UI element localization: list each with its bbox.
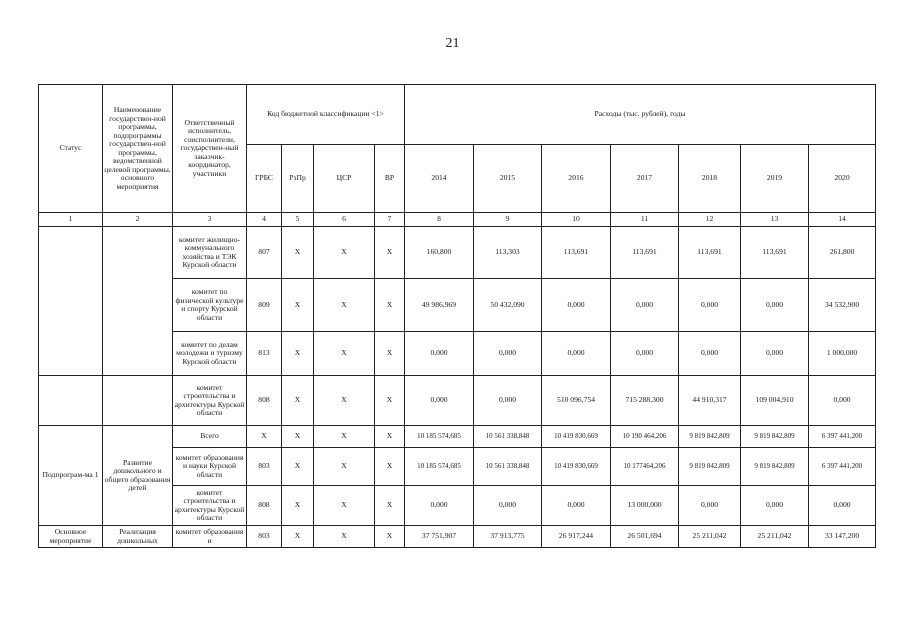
expense-value: 13 000,000 (611, 486, 679, 526)
expense-value: 25 211,042 (741, 526, 809, 548)
status-cell (39, 227, 103, 376)
program-name-cell (103, 376, 173, 426)
expense-value: 0,000 (809, 376, 876, 426)
header-grbs: ГРБС (247, 145, 282, 213)
expense-value: 0,000 (741, 279, 809, 332)
header-vr: ВР (375, 145, 405, 213)
column-number: 9 (474, 213, 542, 227)
executor-cell: комитет образования и (173, 526, 247, 548)
header-status: Статус (39, 85, 103, 213)
table-row (39, 426, 876, 448)
rzpr-cell: X (282, 526, 314, 548)
expense-value: 113,691 (741, 227, 809, 279)
expense-value: 9 819 842,809 (741, 426, 809, 448)
vr-cell: X (375, 526, 405, 548)
header-year: 2018 (679, 145, 741, 213)
expense-value: 1 000,000 (809, 332, 876, 376)
expense-value: 0,000 (809, 486, 876, 526)
grbs-cell: 807 (247, 227, 282, 279)
header-csr: ЦСР (314, 145, 375, 213)
expense-value: 109 004,910 (741, 376, 809, 426)
header-year: 2014 (405, 145, 474, 213)
table-row (39, 526, 876, 548)
expense-value: 113,691 (611, 227, 679, 279)
expense-value: 26 501,694 (611, 526, 679, 548)
expense-value: 9 819 842,809 (741, 448, 809, 486)
rzpr-cell: X (282, 227, 314, 279)
expense-value: 113,691 (542, 227, 611, 279)
executor-cell: комитет по физической культуре и спорту Курской области (173, 279, 247, 332)
status-cell: Подпрограм-ма 1 (39, 426, 103, 526)
rzpr-cell: X (282, 448, 314, 486)
expense-value: 49 986,969 (405, 279, 474, 332)
expense-value: 113,303 (474, 227, 542, 279)
rzpr-cell: X (282, 486, 314, 526)
expense-value: 6 397 441,200 (809, 448, 876, 486)
rzpr-cell: X (282, 426, 314, 448)
column-number: 6 (314, 213, 375, 227)
expense-value: 33 147,200 (809, 526, 876, 548)
expense-value: 0,000 (405, 486, 474, 526)
expense-value: 34 532,900 (809, 279, 876, 332)
expense-value: 50 432,090 (474, 279, 542, 332)
header-year: 2020 (809, 145, 876, 213)
rzpr-cell: X (282, 376, 314, 426)
expense-value: 10 561 338,848 (474, 448, 542, 486)
column-number-row (39, 213, 876, 227)
header-expenses: Расходы (тыс. рублей), годы (405, 85, 876, 145)
vr-cell: X (375, 227, 405, 279)
column-number: 13 (741, 213, 809, 227)
executor-cell: комитет жилищно-коммунального хозяйства и ТЭК Курской области (173, 227, 247, 279)
header-row-1 (39, 85, 876, 145)
expense-value: 10 185 574,685 (405, 448, 474, 486)
column-number: 2 (103, 213, 173, 227)
expense-value: 0,000 (741, 332, 809, 376)
column-number: 3 (173, 213, 247, 227)
expense-value: 10 177464,206 (611, 448, 679, 486)
grbs-cell: X (247, 426, 282, 448)
column-number: 4 (247, 213, 282, 227)
executor-cell: комитет строительства и архитектуры Курской области (173, 376, 247, 426)
expense-value: 6 397 441,200 (809, 426, 876, 448)
expense-value: 0,000 (405, 376, 474, 426)
csr-cell: X (314, 526, 375, 548)
expense-value: 10 419 830,669 (542, 426, 611, 448)
column-number: 7 (375, 213, 405, 227)
vr-cell: X (375, 376, 405, 426)
vr-cell: X (375, 279, 405, 332)
grbs-cell: 808 (247, 486, 282, 526)
expense-value: 44 910,317 (679, 376, 741, 426)
vr-cell: X (375, 486, 405, 526)
grbs-cell: 803 (247, 448, 282, 486)
csr-cell: X (314, 448, 375, 486)
expense-value: 715 288,300 (611, 376, 679, 426)
rzpr-cell: X (282, 332, 314, 376)
expense-value: 25 211,042 (679, 526, 741, 548)
expense-value: 26 917,244 (542, 526, 611, 548)
expense-value: 0,000 (542, 279, 611, 332)
table-row (39, 227, 876, 279)
header-year: 2019 (741, 145, 809, 213)
program-name-cell: Развитие дошкольного и общего образования детей (103, 426, 173, 526)
budget-table (38, 84, 876, 548)
column-number: 12 (679, 213, 741, 227)
expense-value: 37 751,907 (405, 526, 474, 548)
grbs-cell: 813 (247, 332, 282, 376)
program-name-cell: Реализация дошкольных (103, 526, 173, 548)
expense-value: 0,000 (679, 332, 741, 376)
vr-cell: X (375, 426, 405, 448)
header-executor: Ответственный исполнитель, соисполнители, государствен-ный заказчик-координатор, участники (173, 85, 247, 213)
expense-value: 9 819 842,809 (679, 448, 741, 486)
column-number: 11 (611, 213, 679, 227)
expense-value: 510 096,754 (542, 376, 611, 426)
executor-cell: Всего (173, 426, 247, 448)
executor-cell: комитет строительства и архитектуры Курской области (173, 486, 247, 526)
expense-value: 0,000 (741, 486, 809, 526)
expense-value: 10 419 830,669 (542, 448, 611, 486)
vr-cell: X (375, 332, 405, 376)
rzpr-cell: X (282, 279, 314, 332)
expense-value: 0,000 (474, 332, 542, 376)
csr-cell: X (314, 332, 375, 376)
expense-value: 0,000 (611, 279, 679, 332)
csr-cell: X (314, 279, 375, 332)
column-number: 8 (405, 213, 474, 227)
grbs-cell: 808 (247, 376, 282, 426)
expense-value: 0,000 (542, 332, 611, 376)
vr-cell: X (375, 448, 405, 486)
expense-value: 0,000 (405, 332, 474, 376)
column-number: 1 (39, 213, 103, 227)
expense-value: 113,691 (679, 227, 741, 279)
expense-value: 0,000 (542, 486, 611, 526)
column-number: 14 (809, 213, 876, 227)
table-row (39, 376, 876, 426)
header-rzpr: РзПр (282, 145, 314, 213)
status-cell (39, 376, 103, 426)
executor-cell: комитет образования и науки Курской области (173, 448, 247, 486)
expense-value: 0,000 (474, 486, 542, 526)
expense-value: 261,800 (809, 227, 876, 279)
column-number: 5 (282, 213, 314, 227)
grbs-cell: 809 (247, 279, 282, 332)
expense-value: 37 913,775 (474, 526, 542, 548)
expense-value: 0,000 (611, 332, 679, 376)
expense-value: 0,000 (679, 279, 741, 332)
expense-value: 0,000 (679, 486, 741, 526)
expense-value: 10 561 338,848 (474, 426, 542, 448)
header-year: 2015 (474, 145, 542, 213)
page-number: 21 (445, 36, 460, 51)
csr-cell: X (314, 376, 375, 426)
header-budget-classification: Код бюджетной классификации <1> (247, 85, 405, 145)
expense-value: 0,000 (474, 376, 542, 426)
expense-value: 160,800 (405, 227, 474, 279)
header-year: 2016 (542, 145, 611, 213)
program-name-cell (103, 227, 173, 376)
expense-value: 10 190 464,206 (611, 426, 679, 448)
csr-cell: X (314, 227, 375, 279)
executor-cell: комитет по делам молодежи и туризму Курской области (173, 332, 247, 376)
header-program-name: Наименование государствен-ной программы, подпрограммы государствен-ной программы, ведомственной целевой программы, основного мероприятия (103, 85, 173, 213)
expense-value: 9 819 842,809 (679, 426, 741, 448)
expense-value: 10 185 574,685 (405, 426, 474, 448)
csr-cell: X (314, 486, 375, 526)
column-number: 10 (542, 213, 611, 227)
grbs-cell: 803 (247, 526, 282, 548)
status-cell: Основное мероприятие (39, 526, 103, 548)
header-year: 2017 (611, 145, 679, 213)
csr-cell: X (314, 426, 375, 448)
